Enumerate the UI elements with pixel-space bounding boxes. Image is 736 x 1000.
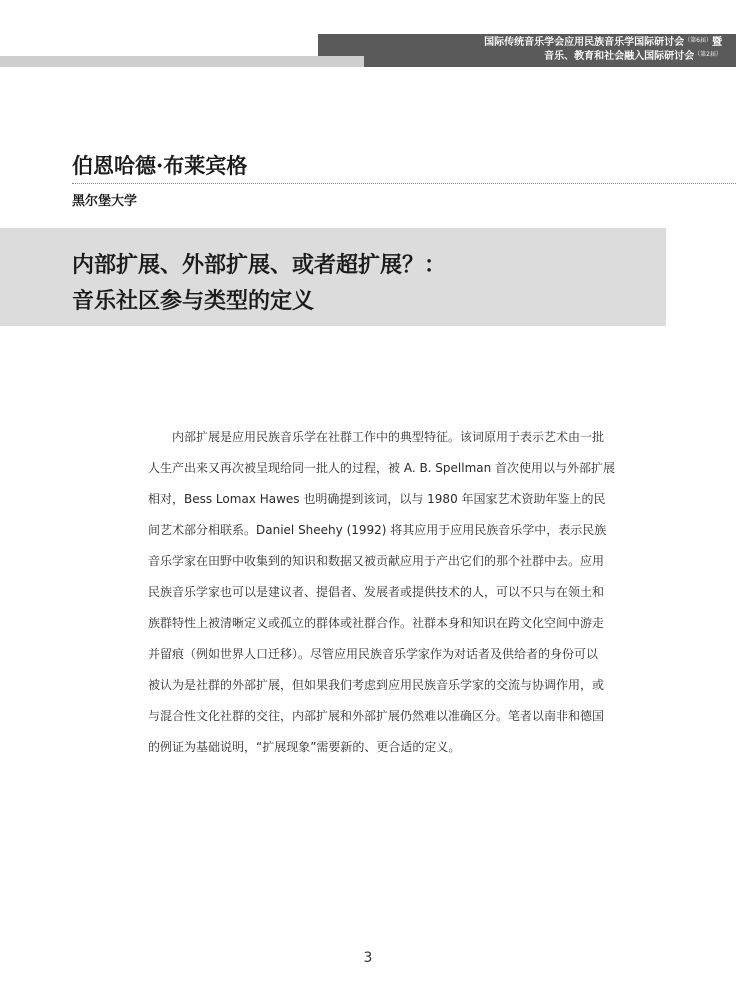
page-number: 3 [363,950,373,966]
article-title-line-1: 内部扩展、外部扩展、或者超扩展？： [72,252,447,278]
abstract-line: 人生产出来又再次被呈现给同一批人的过程，被 A. B. Spellman 首次使用以与外部扩展 [148,461,616,475]
conference-header-line-1: 国际传统音乐学会应用民族音乐学国际研讨会$^{(第6届)}$暨 [484,37,722,48]
abstract-line: 民族音乐学家也可以是建议者、提倡者、发展者或提供技术的人，可以不只与在领土和 [148,585,605,599]
abstract-line: 相对，Bess Lomax Hawes 也明确提到该词，以与 1980 年国家艺术资助年鉴上的民 [148,492,606,506]
abstract-body [148,422,658,763]
abstract-line: 并留痕（例如世界人口迁移）。尽管应用民族音乐学家作为对话者及供给者的身份可以 [148,647,599,661]
author-divider [72,183,736,184]
abstract-line: 间艺术部分相联系。Daniel Sheehy (1992) 将其应用于应用民族音乐学中，表示民族 [148,523,607,537]
article-title-line-2: 音乐社区参与类型的定义 [72,288,315,314]
conference-header [484,36,722,64]
abstract-line: 内部扩展是应用民族音乐学在社群工作中的典型特征。该词原用于表示艺术由一批 [172,430,605,444]
abstract-line: 族群特性上被清晰定义或孤立的群体或社群合作。社群本身和知识在跨文化空间中游走 [148,616,605,630]
abstract-line: 的例证为基础说明，“扩展现象”需要新的、更合适的定义。 [148,740,461,754]
abstract-line: 与混合性文化社群的交往，内部扩展和外部扩展仍然难以准确区分。笔者以南非和德国 [148,709,605,723]
author-name: 伯恩哈德·布莱宾格 [72,153,248,178]
abstract-line: 音乐学家在田野中收集到的知识和数据又被贡献应用于产出它们的那个社群中去。应用 [148,554,605,568]
conference-header-line-2: 音乐、教育和社会融入国际研讨会$^{(第2届)}$ [544,51,722,62]
author-affiliation: 黑尔堡大学 [72,194,138,209]
header-accent-stripe [0,56,364,67]
abstract-line: 被认为是社群的外部扩展，但如果我们考虑到应用民族音乐学家的交流与协调作用，或 [148,678,605,692]
